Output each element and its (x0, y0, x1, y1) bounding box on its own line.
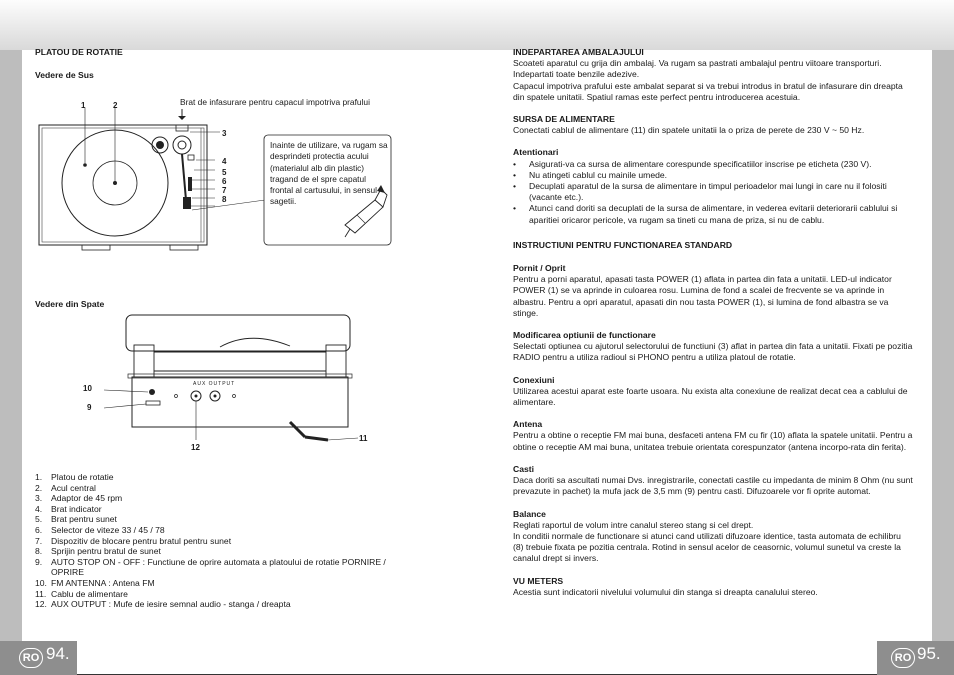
parts-list (35, 472, 395, 610)
paragraph: Acestia sunt indicatorii nivelului volumului din stanga si dreapta canalului stereo. (513, 586, 818, 597)
callout-number: 6 (222, 177, 227, 186)
section-heading: Conexiuni (513, 374, 555, 385)
paragraph: Capacul impotriva prafului este ambalat separat si va trebui introdus in bratul de infasurare din dreapta din spatele unitatii. Spatiul ramas este perfect pentru introducerea acestuia. (513, 80, 903, 102)
paragraph: Scoateti aparatul cu grija din ambalaj. Va rugam sa pastrati ambalajul pentru viitoare transporturi. Indepartati toate benzile adezive. (513, 58, 882, 80)
callout-number: 3 (222, 129, 227, 138)
section-heading: Modificarea optiunii de functionare (513, 330, 656, 341)
right-margin-strip (932, 50, 954, 675)
section-heading: INSTRUCTIUNI PENTRU FUNCTIONAREA STANDARD (513, 239, 733, 250)
instructions-column (513, 47, 913, 598)
list-item: • Decuplati aparatul de la sursa de alimentare in timpul perioadelor mai lungi in care nu il folositi (vacante etc.). (513, 181, 913, 203)
page-number-right: 95. (917, 644, 941, 663)
header-bar (0, 0, 954, 50)
paragraph: Reglati raportul de volum intre canalul stereo stang si cel drept. (513, 519, 754, 530)
footer-right (877, 641, 954, 675)
back-view-label: Vedere din Spate (35, 299, 105, 309)
callout-number: 10 (83, 384, 92, 393)
page-number-left: 94. (46, 644, 70, 663)
list-item: 11. Cablu de alimentare (35, 588, 128, 599)
list-item: 3. Adaptor de 45 rpm (35, 493, 123, 504)
list-item: 8. Sprijin pentru bratul de sunet (35, 546, 161, 557)
paragraph: Daca doriti sa ascultati numai Dvs. inregistrarile, conectati castile cu impedanta de minim 8 Ohm (nu sunt prevazute in pachet) la mufa jack de 3,5 mm (9) pentru casti. Difuzoarele vor fi oprite automat. (513, 475, 913, 497)
warnings-list (513, 159, 913, 226)
paragraph: Pentru a obtine o receptie FM mai buna, desfaceti antena FM cu fir (10) aflata la spatele unitatii. Pentru a obtine o receptie AM mai buna, unitatea trebuie orientata corespunzator (antena incorpo-rata din ferita). (513, 430, 913, 452)
left-margin-strip (0, 50, 22, 675)
section-heading: Atentionari (513, 147, 559, 158)
list-item: 12. AUX OUTPUT : Mufe de iesire semnal audio - stanga / dreapta (35, 599, 291, 610)
list-item: • Atunci cand doriti sa decuplati de la sursa de alimentare, in vederea evitarii deteriorarii cablului si aparitiei oricaror pericole, va rugam sa tineti cu mana de priza, si nu de cablu. (513, 203, 913, 225)
section-heading: VU METERS (513, 575, 564, 586)
paragraph: Conectati cablul de alimentare (11) din spatele unitatii la o priza de perete de 230 V ~ 50 Hz. (513, 125, 865, 136)
section-heading: SURSA DE ALIMENTARE (513, 114, 615, 125)
list-item: 10. FM ANTENNA : Antena FM (35, 577, 155, 588)
list-item: • Nu atingeti cablul cu mainile umede. (513, 170, 913, 181)
language-badge-left: RO (19, 648, 43, 668)
section-heading: INDEPARTAREA AMBALAJULUI (513, 47, 644, 57)
list-item: 9. AUTO STOP ON - OFF : Functiune de oprire automata a platoului de rotatie PORNIRE / OPRIRE (35, 556, 386, 578)
language-badge-right: RO (891, 648, 915, 668)
top-view-label: Vedere de Sus (35, 70, 94, 80)
callout-number: 8 (222, 195, 227, 204)
paragraph: Pentru a porni aparatul, apasati tasta POWER (1) aflata in partea din fata a unitatii. LED-ul indicator POWER (1) se va aprinde in culoarea rosu. Lumina de fond a scalei de frecvente se va aprinde in albastru. Pentru a opri aparatul, apasati din nou tasta POWER (1), si lumina de fond albastra se va stinge. (513, 274, 892, 318)
section-heading: Casti (513, 463, 535, 474)
section-heading: Antena (513, 419, 543, 430)
section-heading: PLATOU DE ROTATIE (35, 47, 123, 57)
callout-number: 7 (222, 186, 227, 195)
list-item: 1. Platou de rotatie (35, 472, 114, 482)
section-heading: Balance (513, 508, 546, 519)
paragraph: In conditii normale de functionare si atunci cand utilizati difuzoare identice, tasta automata de echilibru (8) trebuie fixata pe pozitia centrala. Rotind in sensul acelor de ceasornic, volumul sunetul va creste la canalul drept si invers. (513, 530, 901, 564)
list-item: 2. Acul central (35, 482, 96, 493)
callout-number: 9 (87, 403, 92, 412)
list-item: 7. Dispozitiv de blocare pentru bratul pentru sunet (35, 535, 232, 546)
callout-number: 2 (113, 101, 118, 110)
aux-output-label: AUX OUTPUT (193, 381, 236, 387)
stylus-protection-note: Inainte de utilizare, va rugam sa desprindeti protectia acului (materialul alb din plastic) tragand de el spre capatul frontal al cartusului, in sensul sagetii. (270, 140, 388, 207)
callout-number: 1 (81, 101, 86, 110)
callout-number: 12 (191, 443, 200, 452)
list-item: • Asigurati-va ca sursa de alimentare corespunde specificatiilor inscrise pe eticheta (230 V). (513, 159, 913, 170)
callout-number: 5 (222, 168, 227, 177)
list-item: 4. Brat indicator (35, 503, 102, 514)
arm-caption: Brat de infasurare pentru capacul impotriva prafului (180, 97, 370, 107)
callout-number: 11 (359, 434, 368, 443)
list-item: 5. Brat pentru sunet (35, 514, 117, 525)
callout-number: 4 (222, 157, 227, 166)
paragraph: Utilizarea acestui aparat este foarte usoara. Nu exista alta conexiune de realizat decat cea a cablului de alimentare. (513, 385, 908, 408)
paragraph: Selectati optiunea cu ajutorul selectorului de functiuni (3) aflat in partea din fata a unitatii. Fixati pe pozitia RADIO pentru a utiliza radioul si PHONO pentru a utiliza platoul de rotatie. (513, 341, 913, 363)
section-heading: Pornit / Oprit (513, 263, 566, 274)
list-item: 6. Selector de viteze 33 / 45 / 78 (35, 524, 165, 535)
